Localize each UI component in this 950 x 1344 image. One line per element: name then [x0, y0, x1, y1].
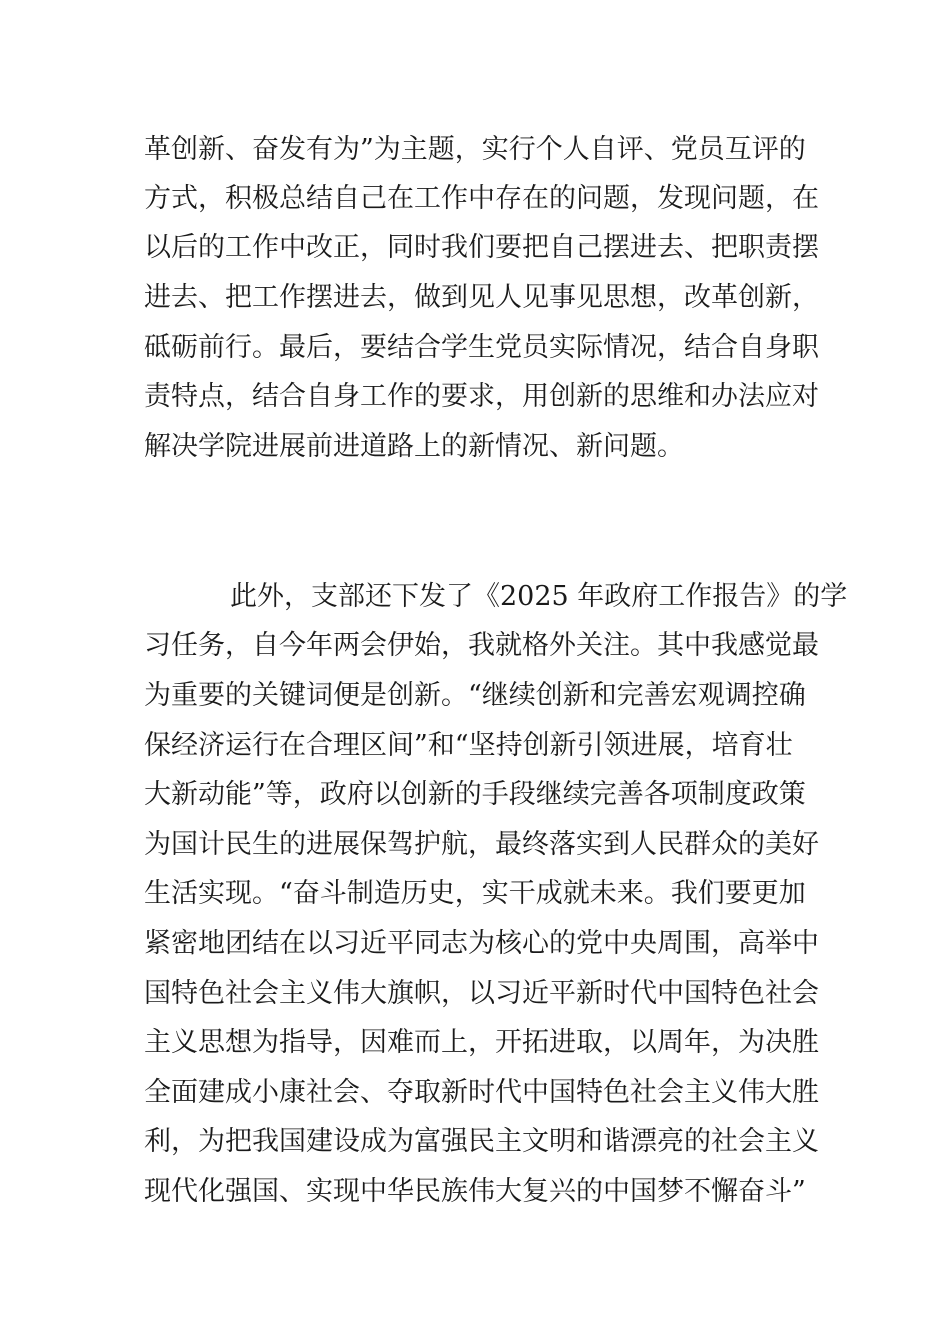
text-line: 生活实现。“奋斗制造历史，实干成就未来。我们要更加 [144, 878, 806, 909]
text-line: 革创新、奋发有为”为主题，实行个人自评、党员互评的 [144, 134, 806, 165]
text-line: 紧密地团结在以习近平同志为核心的党中央周围，高举中 [144, 928, 819, 959]
text-line: 解决学院进展前进道路上的新情况、新问题。 [144, 431, 684, 462]
text-line: 现代化强国、实现中华民族伟大复兴的中国梦不懈奋斗” [144, 1176, 806, 1207]
text-line: 全面建成小康社会、夺取新时代中国特色社会主义伟大胜 [144, 1077, 819, 1108]
text-line: 以后的工作中改正，同时我们要把自己摆进去、把职责摆 [144, 232, 819, 263]
text-line: 习任务，自今年两会伊始，我就格外关注。其中我感觉最 [144, 630, 819, 661]
text-line: 此外，支部还下发了《2025 年政府工作报告》的学 [230, 581, 848, 612]
text-line: 进去、把工作摆进去，做到见人见事见思想，改革创新， [144, 282, 819, 313]
text-line: 主义思想为指导，因难而上，开拓进取，以周年，为决胜 [144, 1027, 819, 1058]
text-line: 大新动能”等，政府以创新的手段继续完善各项制度政策 [144, 779, 806, 810]
text-line: 为国计民生的进展保驾护航，最终落实到人民群众的美好 [144, 829, 819, 860]
text-line: 为重要的关键词便是创新。“继续创新和完善宏观调控确 [144, 680, 806, 711]
text-line: 利，为把我国建设成为富强民主文明和谐漂亮的社会主义 [144, 1126, 819, 1157]
text-line: 责特点，结合自身工作的要求，用创新的思维和办法应对 [144, 381, 819, 412]
text-line: 国特色社会主义伟大旗帜，以习近平新时代中国特色社会 [144, 978, 819, 1009]
text-line: 砥砺前行。最后，要结合学生党员实际情况，结合自身职 [144, 332, 819, 363]
text-line: 方式，积极总结自己在工作中存在的问题，发现问题，在 [144, 183, 819, 214]
text-line: 保经济运行在合理区间”和“坚持创新引领进展，培育壮 [144, 730, 793, 761]
